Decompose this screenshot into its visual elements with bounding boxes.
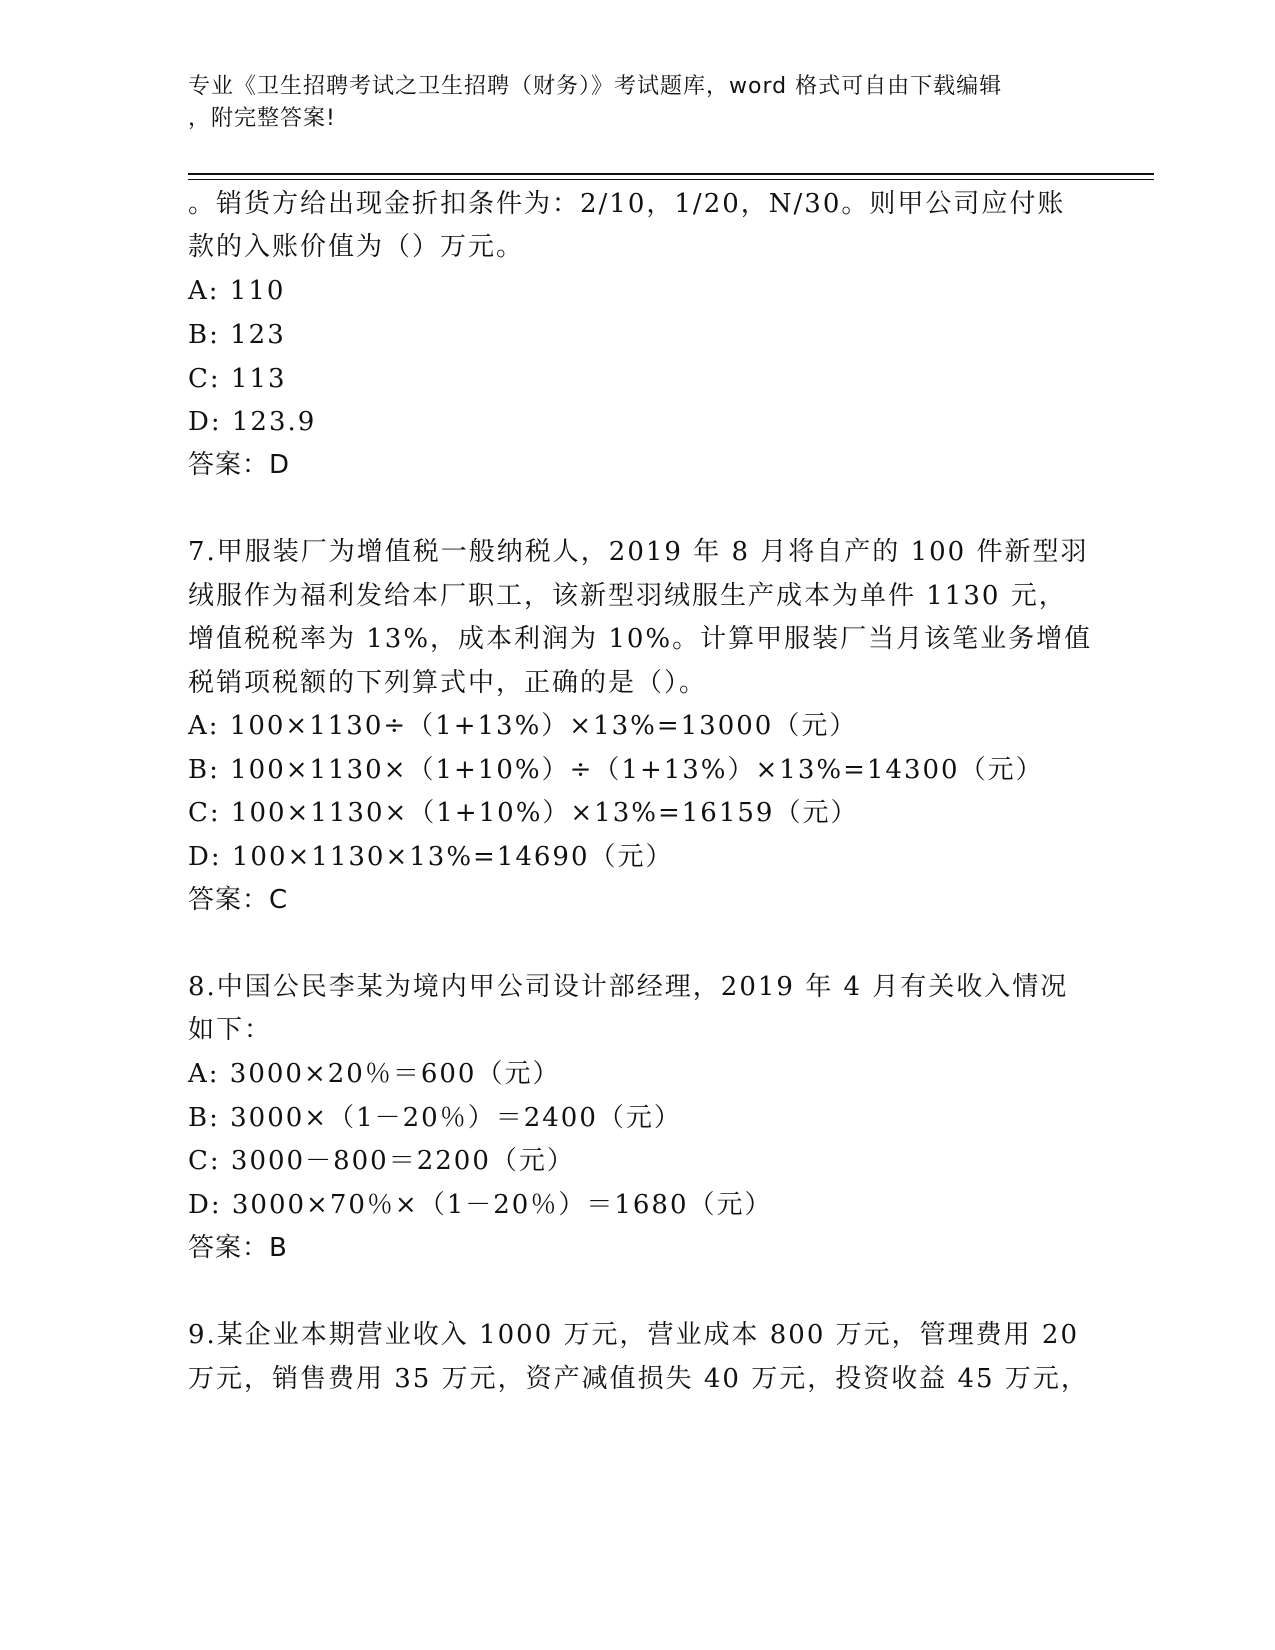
option-d: D: 3000×70％×（1－20％）＝1680（元）	[188, 1190, 773, 1220]
question-text-line: 绒服作为福利发给本厂职工，该新型羽绒服生产成本为单件 1130 元，	[188, 581, 1067, 611]
option-b: B: 123	[188, 320, 286, 350]
option-d: D: 123.9	[188, 407, 317, 437]
question-text-line: 税销项税额的下列算式中，正确的是（）。	[188, 668, 708, 698]
option-d: D: 100×1130×13%=14690（元）	[188, 842, 674, 872]
question-text-line: 。销货方给出现金折扣条件为：2/10，1/20，N/30。则甲公司应付账	[188, 189, 1066, 219]
question-text-line: 9.某企业本期营业收入 1000 万元，营业成本 800 万元，管理费用 20	[188, 1320, 1080, 1350]
answer-line: 答案：D	[188, 450, 291, 480]
question-text-line: 款的入账价值为（）万元。	[188, 232, 525, 262]
option-c: C: 100×1130×（1+10%）×13%=16159（元）	[188, 798, 859, 828]
header-divider-bottom	[188, 179, 1154, 180]
header-divider-top	[188, 173, 1154, 175]
option-c: C: 3000－800＝2200（元）	[188, 1146, 575, 1176]
question-text-line: 万元，销售费用 35 万元，资产减值损失 40 万元，投资收益 45 万元，	[188, 1364, 1089, 1394]
question-text-line: 8.中国公民李某为境内甲公司设计部经理，2019 年 4 月有关收入情况	[188, 972, 1069, 1002]
option-c: C: 113	[188, 364, 287, 394]
header-title-line-2: ，附完整答案!	[188, 106, 336, 131]
answer-line: 答案：B	[188, 1233, 288, 1263]
option-a: A: 110	[188, 276, 286, 306]
header-title-line-1: 专业《卫生招聘考试之卫生招聘（财务）》考试题库，word 格式可自由下载编辑	[188, 74, 1003, 99]
question-text-line: 如下：	[188, 1015, 273, 1045]
answer-line: 答案：C	[188, 885, 289, 915]
question-text-line: 7.甲服装厂为增值税一般纳税人，2019 年 8 月将自产的 100 件新型羽	[188, 537, 1089, 567]
option-b: B: 3000×（1－20％）＝2400（元）	[188, 1103, 682, 1133]
option-a: A: 100×1130÷（1+13%）×13%=13000（元）	[188, 711, 858, 741]
option-a: A: 3000×20％＝600（元）	[188, 1059, 561, 1089]
question-text-line: 增值税税率为 13%，成本利润为 10%。计算甲服装厂当月该笔业务增值	[188, 624, 1093, 654]
option-b: B: 100×1130×（1+10%）÷（1+13%）×13%=14300（元）	[188, 755, 1044, 785]
